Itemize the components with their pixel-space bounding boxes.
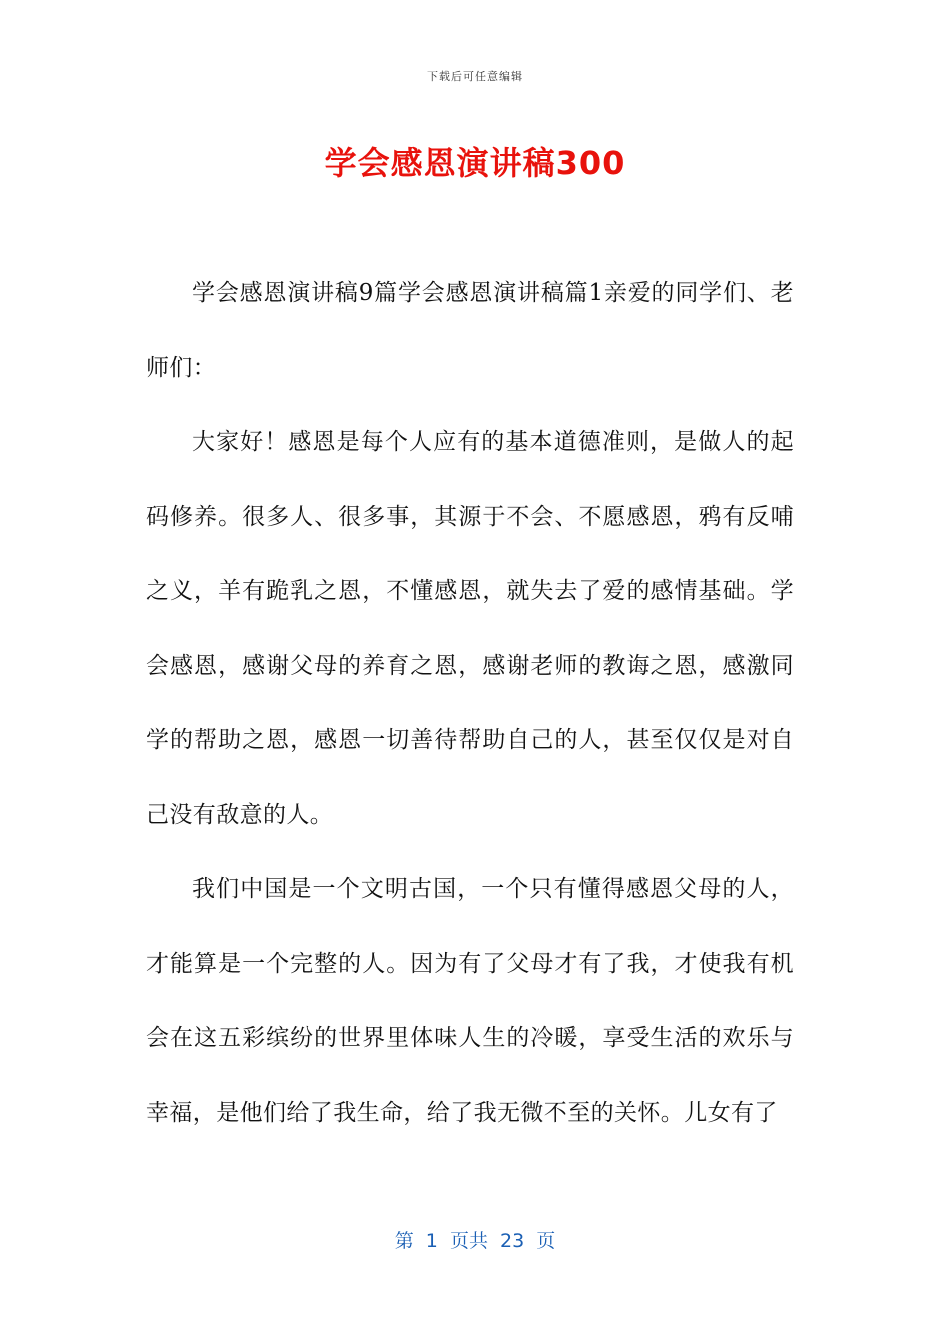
document-title: 学会感恩演讲稿300 <box>324 144 626 182</box>
header-note: 下载后可任意编辑 <box>427 70 523 83</box>
paragraph: 我们中国是一个文明古国，一个只有懂得感恩父母的人，才能算是一个完整的人。因为有了父母才有了我，才使我有机会在这五彩缤纷的世界里体味人生的冷暖，享受生活的欢乐与幸福，是他们给了我生命，给了我无微不至的关怀。儿女有了 <box>146 876 794 1126</box>
document-body <box>146 256 794 1150</box>
paragraph: 大家好！感恩是每个人应有的基本道德准则，是做人的起码修养。很多人、很多事，其源于不会、不愿感恩，鸦有反哺之义，羊有跪乳之恩，不懂感恩，就失去了爱的感情基础。学会感恩，感谢父母的养育之恩，感谢老师的教诲之恩，感激同学的帮助之恩，感恩一切善待帮助自己的人，甚至仅仅是对自己没有敌意的人。 <box>146 429 794 828</box>
page-footer: 第 1 页共 23 页 <box>394 1230 556 1252</box>
paragraph: 学会感恩演讲稿9篇学会感恩演讲稿篇1亲爱的同学们、老师们： <box>146 280 794 381</box>
